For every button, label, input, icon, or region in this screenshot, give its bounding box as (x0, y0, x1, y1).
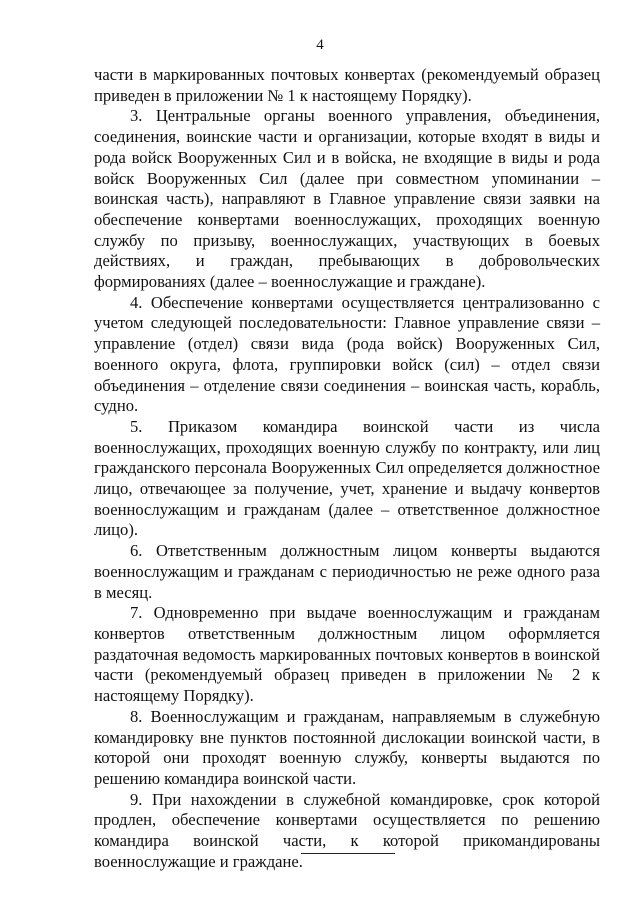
paragraph-continuation: части в маркированных почтовых конвертах (рекомендуемый образец приведен в приложении № 1 к настоящему Порядку). (94, 65, 600, 105)
paragraph-5: 5. Приказом командира воинской части из числа военнослужащих, проходящих военную службу по контракту, или лиц гражданского персонала Вооруженных Сил определяется должностное лицо, отвечающее за получение, учет, хранение и выдачу конвертов военнослужащим и гражданам (далее – ответственное должностное лицо). (94, 416, 600, 540)
end-separator-line (301, 853, 395, 854)
paragraph-8: 8. Военнослужащим и гражданам, направляемым в служебную командировку вне пунктов постоянной дислокации воинской части, в которой они проходят военную службу, конверты выдаются по решению командира воинской части. (94, 706, 600, 788)
document-body (94, 65, 600, 872)
paragraph-7: 7. Одновременно при выдаче военнослужащим и гражданам конвертов ответственным должностным лицом оформляется раздаточная ведомость маркированных почтовых конвертов в воинской части (рекомендуемый образец приведен в приложении № 2 к настоящему Порядку). (94, 603, 600, 706)
paragraph-3: 3. Центральные органы военного управления, объединения, соединения, воинские части и организации, которые входят в виды и рода войск Вооруженных Сил и в войска, не входящие в виды и рода войск Вооруженных Сил (далее при совместном упоминании – воинская часть), направляют в Главное управление связи заявки на обеспечение конвертами военнослужащих, проходящих военную службу по призыву, военнослужащих, участвующих в боевых действиях, и граждан, пребывающих в добровольческих формированиях (далее – военнослужащие и граждане). (94, 106, 600, 292)
paragraph-6: 6. Ответственным должностным лицом конверты выдаются военнослужащим и гражданам с периодичностью не реже одного раза в месяц. (94, 541, 600, 602)
paragraph-4: 4. Обеспечение конвертами осуществляется централизованно с учетом следующей последовательности: Главное управление связи – управление (отдел) связи вида (рода войск) Вооруженных Сил, военного округа, флота, группировки войск (сил) – отдел связи объединения – отделение связи соединения – воинская часть, корабль, судно. (94, 292, 600, 416)
paragraph-9: 9. При нахождении в служебной командировке, срок которой продлен, обеспечение конвертами осуществляется по решению командира воинской части, к которой прикомандированы военнослужащие и граждане. (94, 789, 600, 871)
page-number: 4 (316, 37, 324, 53)
